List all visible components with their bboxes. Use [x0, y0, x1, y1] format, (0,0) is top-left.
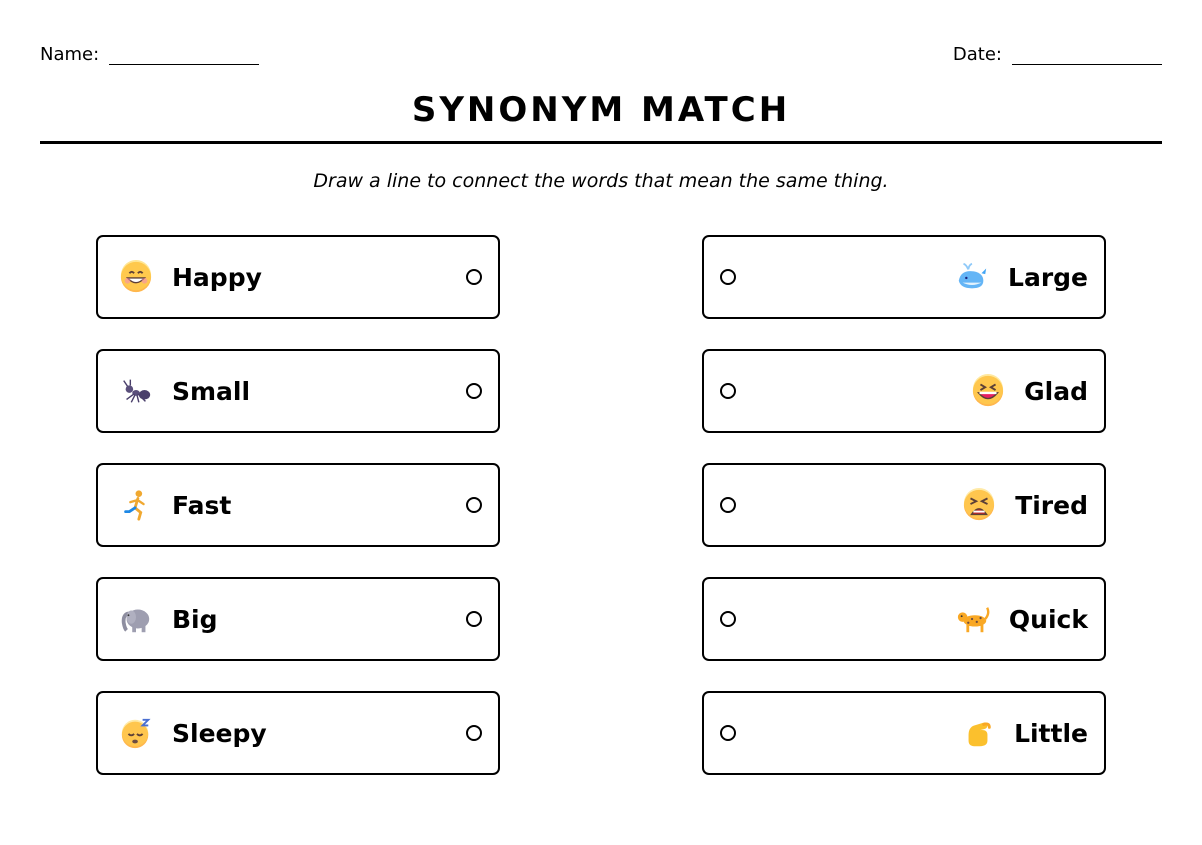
sleeping-face-icon	[118, 715, 154, 751]
title-divider	[40, 141, 1162, 144]
date-field	[953, 44, 1162, 65]
left-word-column	[96, 235, 500, 805]
word-label: Big	[172, 604, 218, 634]
word-label: Happy	[172, 262, 262, 292]
connector-dot[interactable]	[720, 383, 736, 399]
connector-dot[interactable]	[720, 611, 736, 627]
date-blank-line	[1012, 45, 1162, 65]
connector-dot[interactable]	[466, 725, 482, 741]
connector-dot[interactable]	[466, 383, 482, 399]
instructions-text: Draw a line to connect the words that mean the same thing.	[313, 170, 889, 192]
pinching-hand-icon	[960, 715, 996, 751]
page-title: SYNONYM MATCH	[411, 90, 791, 130]
name-field	[40, 44, 259, 65]
word-label: Large	[1008, 262, 1088, 292]
name-label: Name:	[40, 44, 100, 65]
word-card-left	[96, 235, 500, 319]
leopard-icon	[955, 601, 991, 637]
word-card-right	[702, 235, 1106, 319]
connector-dot[interactable]	[466, 611, 482, 627]
word-label: Tired	[1015, 490, 1088, 520]
connector-dot[interactable]	[466, 269, 482, 285]
word-card-left	[96, 691, 500, 775]
word-label: Sleepy	[172, 718, 267, 748]
connector-dot[interactable]	[466, 497, 482, 513]
elephant-icon	[118, 601, 154, 637]
date-label: Date:	[952, 44, 1002, 65]
name-blank-line	[109, 45, 259, 65]
connector-dot[interactable]	[720, 497, 736, 513]
word-card-left	[96, 463, 500, 547]
right-word-column	[702, 235, 1106, 805]
word-label: Fast	[172, 490, 232, 520]
word-card-right	[702, 349, 1106, 433]
word-label: Glad	[1024, 376, 1088, 406]
tired-face-icon	[961, 487, 997, 523]
connector-dot[interactable]	[720, 725, 736, 741]
word-card-left	[96, 577, 500, 661]
word-card-right	[702, 577, 1106, 661]
grinning-face-icon	[118, 259, 154, 295]
word-card-right	[702, 691, 1106, 775]
word-card-right	[702, 463, 1106, 547]
person-running-icon	[118, 487, 154, 523]
whale-icon	[954, 259, 990, 295]
word-label: Little	[1014, 718, 1088, 748]
ant-icon	[118, 373, 154, 409]
word-label: Small	[172, 376, 251, 406]
word-card-left	[96, 349, 500, 433]
connector-dot[interactable]	[720, 269, 736, 285]
word-label: Quick	[1008, 604, 1088, 634]
squinting-laughing-face-icon	[970, 373, 1006, 409]
